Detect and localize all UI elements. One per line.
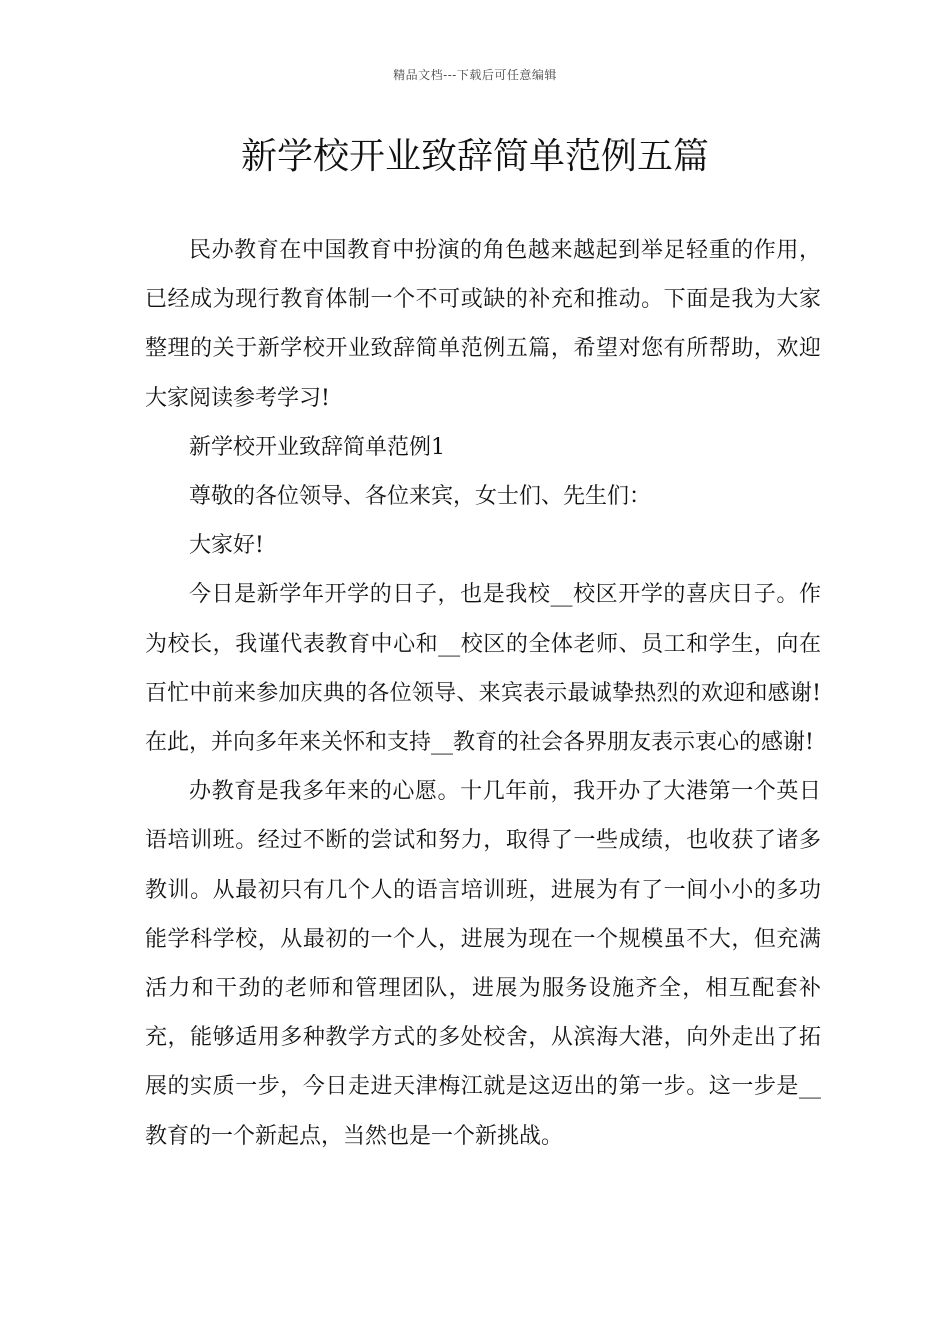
greeting-paragraph: 大家好!	[189, 533, 264, 559]
intro-paragraph: 民办教育在中国教育中扮演的角色越来越起到举足轻重的作用，已经成为现行教育体制一个不可或缺的补充和推动。下面是我为大家整理的关于新学校开业致辞简单范例五篇，希望对您有所帮助，欢迎大家阅读参考学习!	[145, 238, 821, 411]
body-paragraph: 办教育是我多年来的心愿。十几年前，我开办了大港第一个英日语培训班。经过不断的尝试和努力，取得了一些成绩，也收获了诸多教训。从最初只有几个人的语言培训班，进展为有了一间小小的多功能学科学校，从最初的一个人，进展为现在一个规模虽不大，但充满活力和干劲的老师和管理团队，进展为服务设施齐全，相互配套补充，能够适用多种教学方式的多处校舍，从滨海大港，向外走出了拓展的实质一步，今日走进天津梅江就是这迈出的第一步。这一步是__教育的一个新起点，当然也是一个新挑战。	[145, 779, 821, 1149]
salutation-paragraph: 尊敬的各位领导、各位来宾，女士们、先生们：	[189, 484, 652, 510]
section-heading: 新学校开业致辞简单范例1	[189, 434, 445, 460]
document-title: 新学校开业致辞简单范例五篇	[240, 136, 709, 177]
body-paragraph: 今日是新学年开学的日子，也是我校__校区开学的喜庆日子。作为校长，我谨代表教育中心和__校区的全体老师、员工和学生，向在百忙中前来参加庆典的各位领导、来宾表示最诚挚热烈的欢迎和感谢!在此，并向多年来关怀和支持__教育的社会各界朋友表示衷心的感谢!	[145, 582, 821, 756]
header-note: 精品文档---下载后可任意编辑	[393, 68, 557, 82]
document-body	[145, 226, 821, 1161]
